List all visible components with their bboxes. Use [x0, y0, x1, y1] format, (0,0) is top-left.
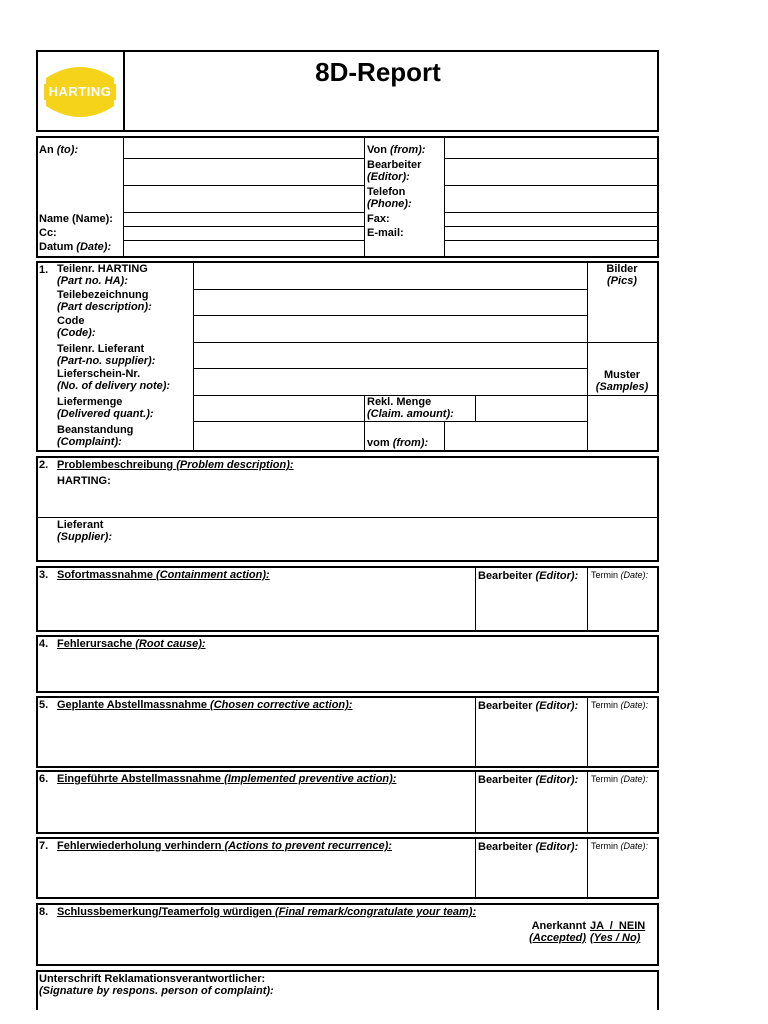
field-to[interactable]: [124, 138, 363, 157]
section-5-editor-label: Bearbeiter (Editor):: [478, 700, 579, 712]
field-problem-harting[interactable]: [38, 488, 656, 516]
section-3-number: 3.: [39, 569, 49, 581]
section-5-date-label: Termin (Date):: [591, 700, 649, 710]
label-delivered-quantity: Liefermenge (Delivered quant.):: [57, 396, 154, 420]
field-containment-date[interactable]: [588, 584, 656, 630]
field-fax[interactable]: [445, 213, 657, 225]
field-phone[interactable]: [445, 186, 657, 211]
label-complaint: Beanstandung (Complaint):: [57, 424, 134, 448]
label-harting: HARTING:: [57, 475, 111, 487]
label-part-no: Teilenr. HARTING (Part no. HA):: [57, 263, 148, 287]
label-complaint-from: vom (from):: [367, 437, 429, 449]
label-cc: Cc:: [39, 227, 57, 239]
field-cc[interactable]: [124, 227, 363, 239]
page-title: 8D-Report: [315, 57, 441, 87]
section-8-number: 8.: [39, 906, 49, 918]
field-email[interactable]: [445, 227, 657, 239]
label-supplier-part-no: Teilenr. Lieferant (Part-no. supplier):: [57, 343, 156, 367]
field-name[interactable]: [124, 213, 363, 225]
field-pics[interactable]: [588, 290, 656, 341]
label-accepted: Anerkannt (Accepted): [529, 920, 586, 944]
field-from[interactable]: [445, 138, 657, 157]
label-phone: Telefon (Phone):: [367, 186, 412, 210]
field-complaint-from[interactable]: [445, 422, 586, 450]
field-editor[interactable]: [445, 159, 657, 184]
field-complaint[interactable]: [194, 422, 363, 450]
section-4-number: 4.: [39, 638, 49, 650]
field-delivery-note[interactable]: [194, 369, 586, 394]
label-delivery-note: Lieferschein-Nr. (No. of delivery note):: [57, 368, 171, 392]
section-2-title: Problembeschreibung (Problem description):: [57, 459, 294, 471]
field-code[interactable]: [194, 316, 586, 341]
field-root-cause[interactable]: [38, 652, 656, 691]
section-6-date-label: Termin (Date):: [591, 774, 649, 784]
section-7-editor-label: Bearbeiter (Editor):: [478, 841, 579, 853]
field-preventive-editor[interactable]: [476, 790, 586, 832]
section-5-title: Geplante Abstellmassnahme (Chosen corrective action):: [57, 699, 353, 711]
field-preventive-date[interactable]: [588, 788, 656, 832]
label-samples: Muster (Samples): [595, 369, 649, 393]
label-email: E-mail:: [367, 227, 404, 239]
label-pics: Bilder (Pics): [606, 263, 638, 287]
section-6-number: 6.: [39, 773, 49, 785]
field-samples[interactable]: [588, 396, 656, 450]
section-3-editor-label: Bearbeiter (Editor):: [478, 570, 579, 582]
field-part-no[interactable]: [194, 262, 586, 288]
label-date: Datum (Date):: [39, 241, 112, 253]
signature-label: Unterschrift Reklamationsverantwortlicher: (Signature by respons. person of complaint):: [39, 973, 274, 997]
label-from: Von (from):: [367, 144, 426, 156]
section-6-title: Eingeführte Abstellmassnahme (Implemented preventive action):: [57, 773, 397, 785]
field-corrective-date[interactable]: [588, 714, 656, 766]
section-2-number: 2.: [39, 459, 49, 471]
field-supplier-part-no[interactable]: [194, 343, 586, 367]
label-editor: Bearbeiter (Editor):: [367, 159, 422, 183]
label-supplier: Lieferant (Supplier):: [57, 519, 112, 543]
field-recurrence-editor[interactable]: [476, 857, 586, 897]
section-1-number: 1.: [39, 264, 49, 276]
field-corrective-action[interactable]: [38, 714, 474, 766]
label-name: Name (Name):: [39, 213, 113, 225]
field-recurrence-action[interactable]: [38, 855, 474, 897]
field-containment-action[interactable]: [38, 584, 474, 630]
section-7-number: 7.: [39, 840, 49, 852]
label-to: An (to):: [39, 144, 79, 156]
section-4-title: Fehlerursache (Root cause):: [57, 638, 206, 650]
field-preventive-action[interactable]: [38, 788, 474, 832]
section-5-number: 5.: [39, 699, 49, 711]
field-problem-supplier[interactable]: [160, 519, 656, 560]
section-7-title: Fehlerwiederholung verhindern (Actions to prevent recurrence):: [57, 840, 392, 852]
logo-text: HARTING: [48, 84, 112, 99]
section-6-editor-label: Bearbeiter (Editor):: [478, 774, 579, 786]
harting-logo: [42, 58, 118, 124]
section-3-title: Sofortmassnahme (Containment action):: [57, 569, 270, 581]
field-recurrence-date[interactable]: [588, 855, 656, 897]
field-part-description[interactable]: [194, 290, 586, 314]
section-3-date-label: Termin (Date):: [591, 570, 649, 580]
field-signature[interactable]: [38, 999, 656, 1010]
label-code: Code (Code):: [57, 315, 96, 339]
label-claim-amount: Rekl. Menge (Claim. amount):: [367, 396, 454, 420]
label-fax: Fax:: [367, 213, 390, 225]
field-final-remark[interactable]: [38, 921, 498, 964]
label-part-description: Teilebezeichnung (Part description):: [57, 289, 152, 313]
accepted-yes-no[interactable]: JA / NEIN (Yes / No): [590, 920, 646, 944]
section-7-date-label: Termin (Date):: [591, 841, 649, 851]
field-delivered-quantity[interactable]: [194, 396, 363, 420]
field-containment-editor[interactable]: [476, 586, 586, 630]
section-8-title: Schlussbemerkung/Teamerfolg würdigen (Final remark/congratulate your team):: [57, 906, 477, 918]
field-date[interactable]: [124, 241, 363, 256]
field-claim-amount[interactable]: [476, 396, 586, 420]
field-corrective-editor[interactable]: [476, 716, 586, 766]
